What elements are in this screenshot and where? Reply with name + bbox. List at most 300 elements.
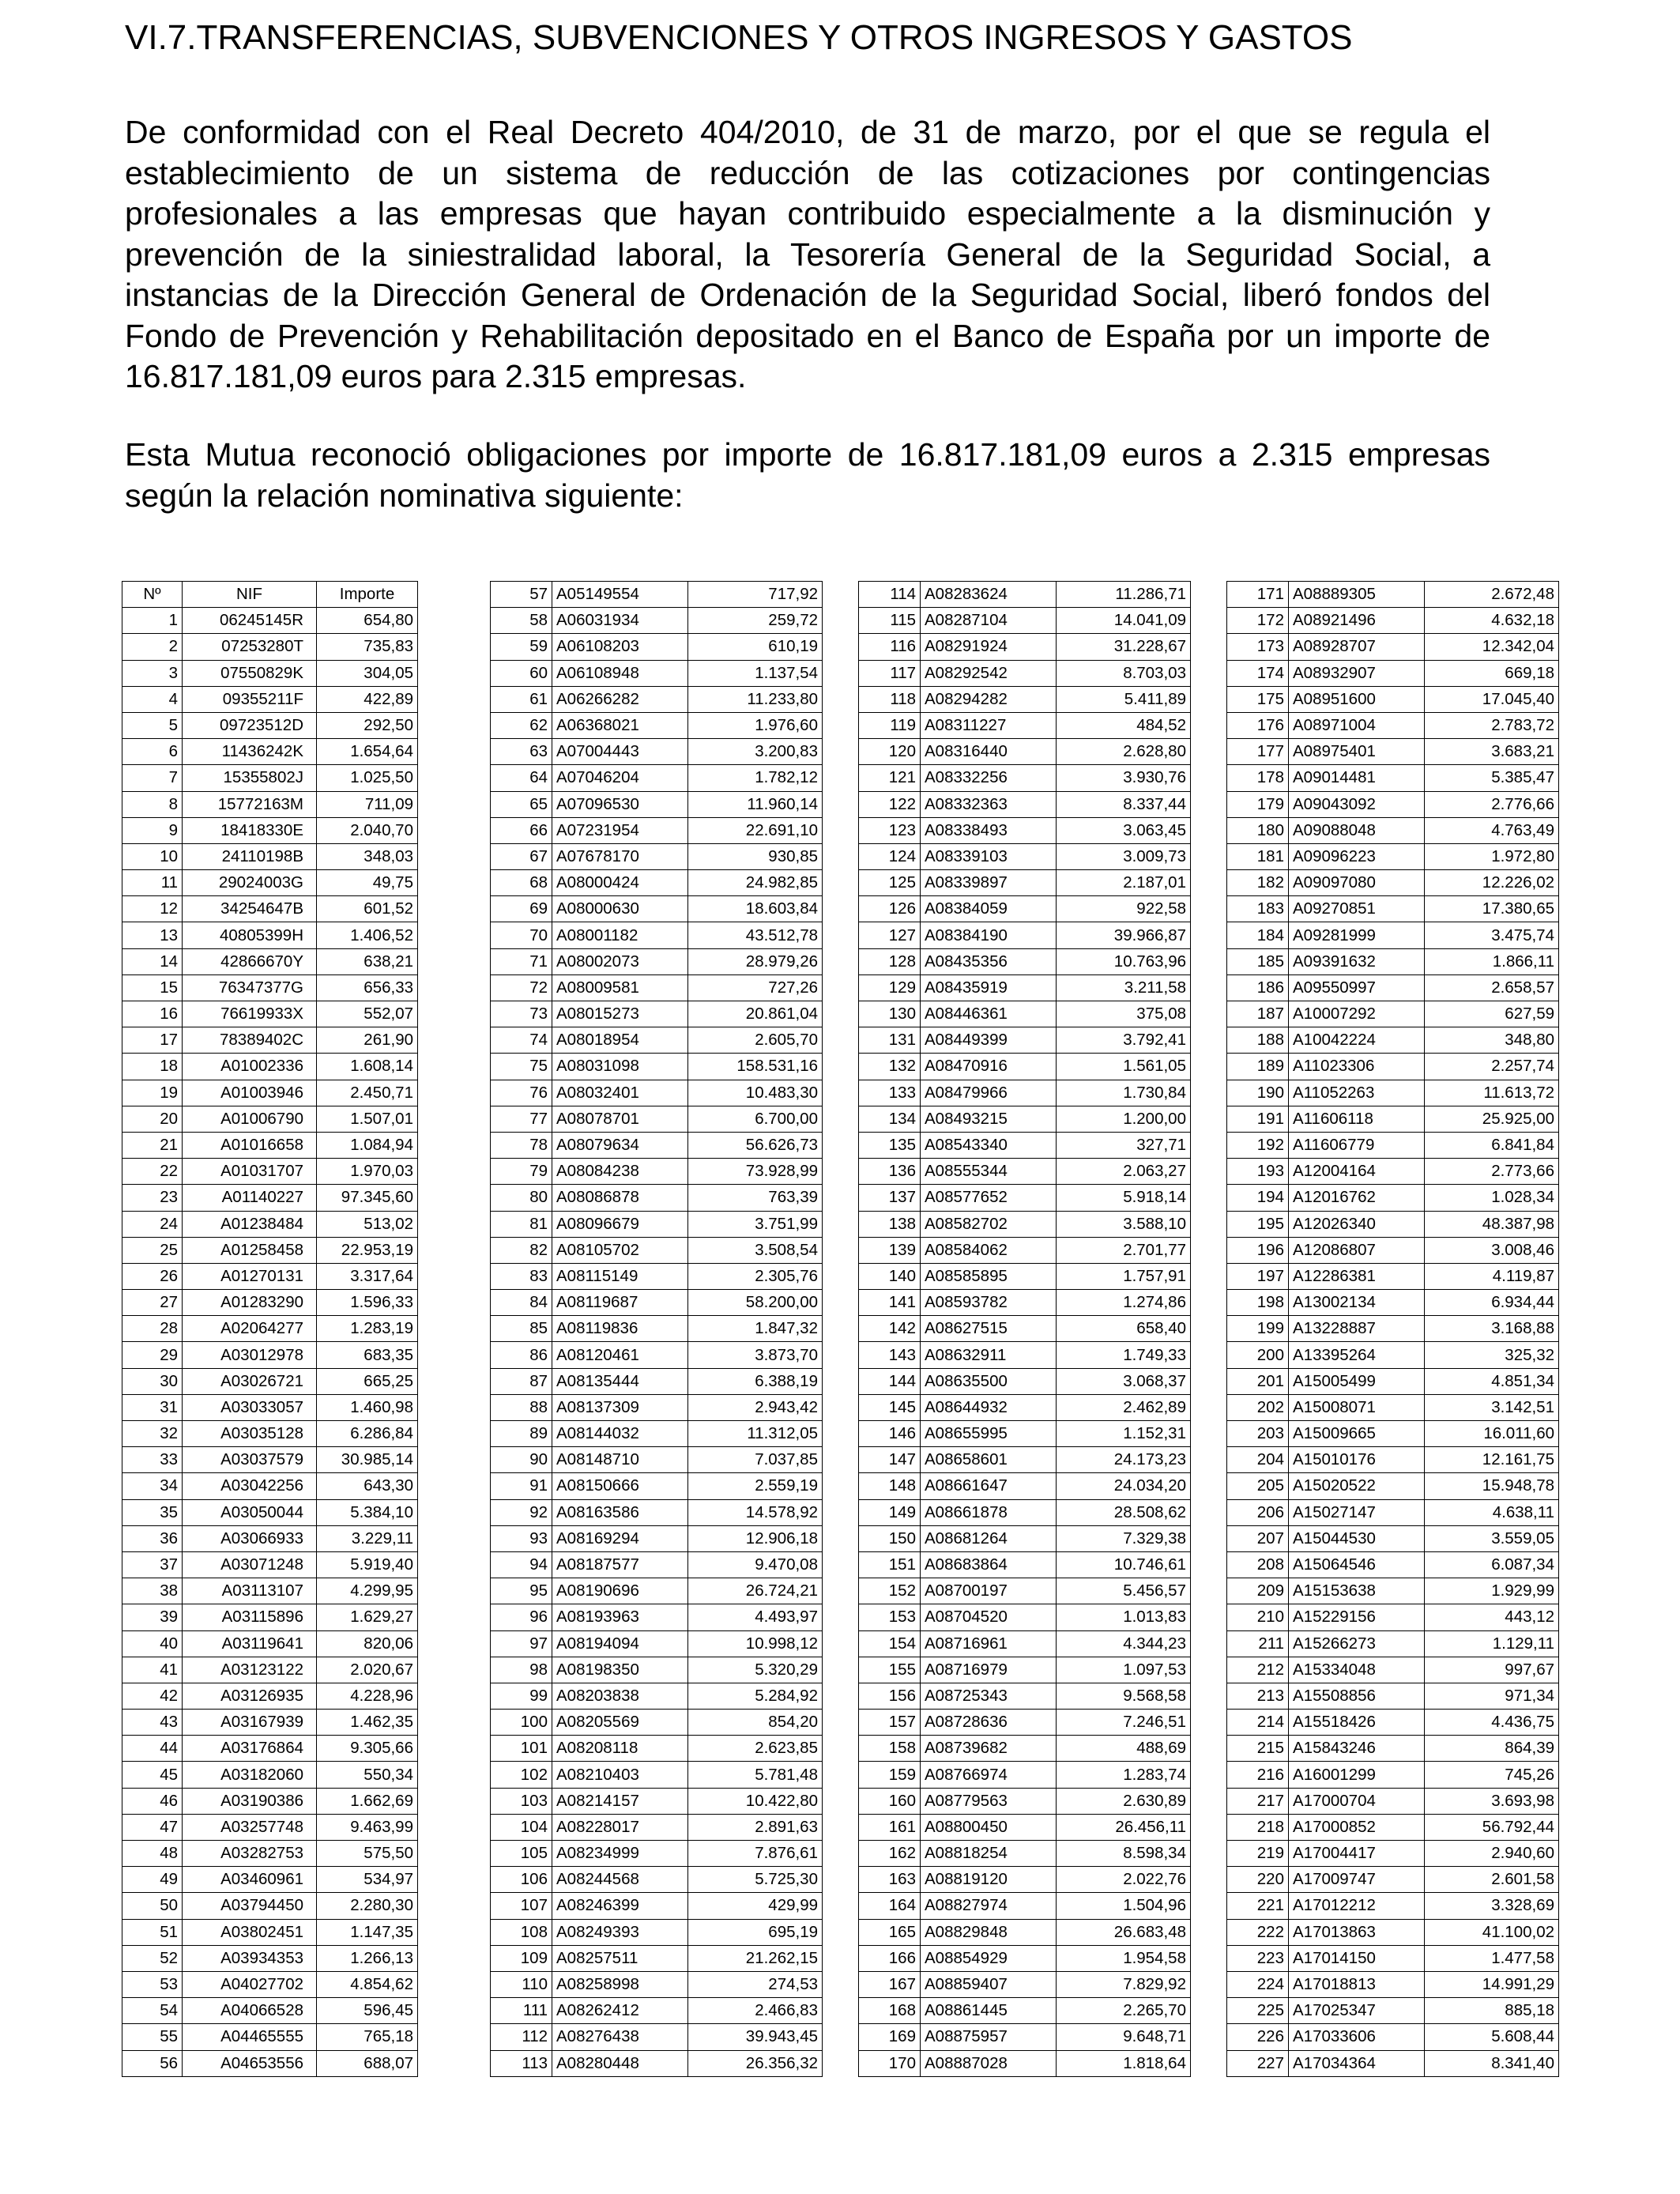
row-amount: 3.009,73 [1057,843,1191,869]
row-nif: A01258458 [183,1237,317,1263]
row-nif: A15334048 [1289,1657,1425,1683]
row-nif: A08716961 [921,1630,1057,1657]
row-nif: A04027702 [183,1971,317,1997]
row-nif: A08766974 [921,1762,1057,1788]
table-row [1227,1788,1559,1814]
row-nif: A08096679 [552,1211,688,1237]
row-nif: A08292542 [921,660,1057,686]
row-nif: A08115149 [552,1263,688,1289]
row-number: 211 [1227,1630,1289,1657]
table-row [491,1762,823,1788]
row-amount: 3.873,70 [688,1342,823,1368]
table-row [122,1971,418,1997]
row-number: 101 [491,1736,552,1762]
row-number: 100 [491,1710,552,1736]
row-amount: 2.450,71 [317,1080,418,1106]
row-number: 160 [859,1788,921,1814]
row-number: 147 [859,1447,921,1473]
table-row [859,974,1191,1001]
row-nif: A08294282 [921,686,1057,712]
row-number: 186 [1227,974,1289,1001]
row-number: 83 [491,1263,552,1289]
row-number: 84 [491,1290,552,1316]
row-nif: A08446361 [921,1001,1057,1027]
row-number: 221 [1227,1893,1289,1919]
table-row [122,843,418,869]
row-amount: 601,52 [317,896,418,922]
row-nif: A15008071 [1289,1394,1425,1420]
row-nif: A16001299 [1289,1762,1425,1788]
row-amount: 4.638,11 [1425,1499,1559,1525]
table-row [1227,582,1559,608]
row-amount: 1.129,11 [1425,1630,1559,1657]
row-amount: 4.493,97 [688,1604,823,1630]
row-number: 198 [1227,1290,1289,1316]
row-nif: A01283290 [183,1290,317,1316]
table-row [122,1368,418,1394]
row-number: 117 [859,660,921,686]
row-number: 132 [859,1054,921,1080]
row-nif: A08001182 [552,922,688,948]
row-nif: A08000630 [552,896,688,922]
row-amount: 2.265,70 [1057,1998,1191,2024]
row-number: 184 [1227,922,1289,948]
row-nif: 76619933X [183,1001,317,1027]
row-nif: A17014150 [1289,1945,1425,1971]
row-number: 164 [859,1893,921,1919]
row-number: 194 [1227,1185,1289,1211]
row-number: 25 [122,1237,183,1263]
row-number: 205 [1227,1473,1289,1499]
row-number: 27 [122,1290,183,1316]
table-row [491,1499,823,1525]
table-row [122,1788,418,1814]
row-nif: 15355802J [183,765,317,791]
row-number: 60 [491,660,552,686]
row-number: 165 [859,1919,921,1945]
row-number: 110 [491,1971,552,1997]
row-amount: 997,67 [1425,1657,1559,1683]
row-amount: 1.976,60 [688,712,823,738]
row-amount: 1.097,53 [1057,1657,1191,1683]
table-row [491,1657,823,1683]
table-row [859,634,1191,660]
row-nif: A09088048 [1289,817,1425,843]
row-number: 16 [122,1001,183,1027]
row-amount: 10.746,61 [1057,1551,1191,1578]
table-row [859,1473,1191,1499]
table-row [859,1132,1191,1158]
row-nif: A08257511 [552,1945,688,1971]
table-row [122,1657,418,1683]
row-amount: 1.504,96 [1057,1893,1191,1919]
row-nif: A09014481 [1289,765,1425,791]
row-nif: A08150666 [552,1473,688,1499]
row-number: 124 [859,843,921,869]
table-row [859,1342,1191,1368]
row-amount: 10.763,96 [1057,948,1191,974]
row-amount: 58.200,00 [688,1290,823,1316]
table-row [122,2050,418,2076]
table-row [1227,660,1559,686]
table-row [1227,1290,1559,1316]
row-nif: A13395264 [1289,1342,1425,1368]
table-row [1227,1998,1559,2024]
row-amount: 9.463,99 [317,1814,418,1840]
row-amount: 8.341,40 [1425,2050,1559,2076]
obligations-paragraph: Esta Mutua reconoció obligaciones por importe de 16.817.181,09 euros a 2.315 empresas según la relación nominativa siguiente: [125,436,1490,514]
table-row [1227,1054,1559,1080]
row-nif: A08148710 [552,1447,688,1473]
row-amount: 1.152,31 [1057,1421,1191,1447]
row-amount: 2.063,27 [1057,1159,1191,1185]
table-row [859,712,1191,738]
row-amount: 1.462,35 [317,1710,418,1736]
row-amount: 3.693,98 [1425,1788,1559,1814]
row-nif: A08287104 [921,608,1057,634]
row-amount: 12.161,75 [1425,1447,1559,1473]
table-row [1227,1447,1559,1473]
row-number: 227 [1227,2050,1289,2076]
row-amount: 5.781,48 [688,1762,823,1788]
table-row [491,712,823,738]
table-row [1227,712,1559,738]
table-row [859,1788,1191,1814]
row-number: 195 [1227,1211,1289,1237]
row-number: 2 [122,634,183,660]
row-amount: 4.632,18 [1425,608,1559,634]
row-amount: 5.608,44 [1425,2024,1559,2050]
row-number: 116 [859,634,921,660]
table-row [122,608,418,634]
table-row [859,608,1191,634]
row-amount: 1.025,50 [317,765,418,791]
row-amount: 2.466,83 [688,1998,823,2024]
row-number: 49 [122,1867,183,1893]
row-number: 125 [859,870,921,896]
row-amount: 30.985,14 [317,1447,418,1473]
row-nif: A09550997 [1289,974,1425,1001]
row-nif: A08683864 [921,1551,1057,1578]
table-row [859,1054,1191,1080]
table-row [122,870,418,896]
table-row [1227,1683,1559,1709]
row-amount: 1.970,03 [317,1159,418,1185]
row-amount: 1.460,98 [317,1394,418,1420]
row-nif: A08725343 [921,1683,1057,1709]
row-nif: A08627515 [921,1316,1057,1342]
table-row [491,582,823,608]
row-amount: 3.475,74 [1425,922,1559,948]
row-nif: A15229156 [1289,1604,1425,1630]
row-amount: 1.757,91 [1057,1263,1191,1289]
row-amount: 654,80 [317,608,418,634]
row-amount: 1.866,11 [1425,948,1559,974]
row-amount: 1.929,99 [1425,1578,1559,1604]
row-nif: A08086878 [552,1185,688,1211]
row-nif: A03050044 [183,1499,317,1525]
row-number: 103 [491,1788,552,1814]
row-nif: A09097080 [1289,870,1425,896]
row-nif: A17000704 [1289,1788,1425,1814]
row-number: 126 [859,896,921,922]
row-amount: 513,02 [317,1211,418,1237]
row-amount: 1.147,35 [317,1919,418,1945]
row-number: 58 [491,608,552,634]
row-nif: A01270131 [183,1263,317,1289]
row-number: 218 [1227,1814,1289,1840]
table-row [122,1683,418,1709]
row-number: 134 [859,1106,921,1132]
row-amount: 627,59 [1425,1001,1559,1027]
row-amount: 885,18 [1425,1998,1559,2024]
row-amount: 3.200,83 [688,739,823,765]
row-nif: A08779563 [921,1788,1057,1814]
row-number: 213 [1227,1683,1289,1709]
row-nif: A03071248 [183,1551,317,1578]
row-number: 144 [859,1368,921,1394]
row-number: 62 [491,712,552,738]
row-amount: 259,72 [688,608,823,634]
row-number: 190 [1227,1080,1289,1106]
row-amount: 971,34 [1425,1683,1559,1709]
row-number: 149 [859,1499,921,1525]
row-number: 91 [491,1473,552,1499]
row-number: 183 [1227,896,1289,922]
row-nif: A08105702 [552,1237,688,1263]
row-amount: 4.851,34 [1425,1368,1559,1394]
row-nif: A08009581 [552,974,688,1001]
table-row [1227,608,1559,634]
row-number: 155 [859,1657,921,1683]
row-nif: A04465555 [183,2024,317,2050]
row-number: 9 [122,817,183,843]
row-amount: 669,18 [1425,660,1559,686]
row-nif: A08971004 [1289,712,1425,738]
row-nif: A05149554 [552,582,688,608]
row-number: 187 [1227,1001,1289,1027]
row-amount: 2.672,48 [1425,582,1559,608]
row-nif: A06266282 [552,686,688,712]
row-nif: A08120461 [552,1342,688,1368]
row-amount: 8.337,44 [1057,791,1191,817]
table-row [122,1945,418,1971]
table-row [491,1290,823,1316]
table-row [491,1998,823,2024]
row-nif: A08921496 [1289,608,1425,634]
row-nif: A08384190 [921,922,1057,948]
row-amount: 1.200,00 [1057,1106,1191,1132]
table-row [1227,1211,1559,1237]
row-amount: 2.701,77 [1057,1237,1191,1263]
row-nif: A11052263 [1289,1080,1425,1106]
table-row [1227,1762,1559,1788]
row-nif: A08015273 [552,1001,688,1027]
row-nif: A08555344 [921,1159,1057,1185]
row-number: 5 [122,712,183,738]
row-amount: 3.588,10 [1057,1211,1191,1237]
row-number: 43 [122,1710,183,1736]
row-nif: A08137309 [552,1394,688,1420]
row-amount: 1.406,52 [317,922,418,948]
table-row [859,660,1191,686]
row-nif: A03802451 [183,1919,317,1945]
row-number: 10 [122,843,183,869]
row-nif: A08470916 [921,1054,1057,1080]
row-nif: A08163586 [552,1499,688,1525]
table-row [491,1106,823,1132]
table-row [1227,1316,1559,1342]
row-amount: 48.387,98 [1425,1211,1559,1237]
row-nif: A09391632 [1289,948,1425,974]
table-row [859,1080,1191,1106]
row-nif: A03119641 [183,1630,317,1657]
table-row [491,1841,823,1867]
row-nif: A08861445 [921,1998,1057,2024]
row-number: 8 [122,791,183,817]
row-nif: A03012978 [183,1342,317,1368]
row-number: 61 [491,686,552,712]
row-amount: 4.854,62 [317,1971,418,1997]
table-row [859,817,1191,843]
row-amount: 575,50 [317,1841,418,1867]
table-row [491,817,823,843]
row-nif: A15010176 [1289,1447,1425,1473]
row-number: 39 [122,1604,183,1630]
row-number: 71 [491,948,552,974]
row-amount: 820,06 [317,1630,418,1657]
row-number: 35 [122,1499,183,1525]
row-nif: 29024003G [183,870,317,896]
row-nif: A08829848 [921,1919,1057,1945]
row-number: 136 [859,1159,921,1185]
table-row [491,1001,823,1027]
row-number: 73 [491,1001,552,1027]
row-number: 209 [1227,1578,1289,1604]
row-amount: 484,52 [1057,712,1191,738]
row-number: 32 [122,1421,183,1447]
row-amount: 6.700,00 [688,1106,823,1132]
row-nif: A08658601 [921,1447,1057,1473]
row-amount: 5.284,92 [688,1683,823,1709]
row-amount: 6.934,44 [1425,1290,1559,1316]
table-row [122,1525,418,1551]
table-row [122,1551,418,1578]
row-number: 41 [122,1657,183,1683]
table-row [491,765,823,791]
table-row [859,686,1191,712]
row-nif: A09281999 [1289,922,1425,948]
table-row [859,791,1191,817]
table-row [122,660,418,686]
row-number: 212 [1227,1657,1289,1683]
row-number: 20 [122,1106,183,1132]
row-amount: 2.280,30 [317,1893,418,1919]
table-row [859,1998,1191,2024]
table-row [1227,1132,1559,1158]
row-nif: A17034364 [1289,2050,1425,2076]
row-amount: 1.084,94 [317,1132,418,1158]
row-nif: A08661647 [921,1473,1057,1499]
row-nif: A17004417 [1289,1841,1425,1867]
row-number: 139 [859,1237,921,1263]
row-number: 224 [1227,1971,1289,1997]
row-nif: A08728636 [921,1710,1057,1736]
row-nif: A03934353 [183,1945,317,1971]
table-row [859,1263,1191,1289]
row-amount: 1.847,32 [688,1316,823,1342]
row-nif: A10007292 [1289,1001,1425,1027]
table-row [122,1316,418,1342]
row-amount: 28.979,26 [688,948,823,974]
row-number: 54 [122,1998,183,2024]
row-amount: 2.462,89 [1057,1394,1191,1420]
row-number: 14 [122,948,183,974]
table-row [859,870,1191,896]
table-row [491,1971,823,1997]
row-number: 223 [1227,1945,1289,1971]
row-amount: 2.658,57 [1425,974,1559,1001]
row-number: 40 [122,1630,183,1657]
row-nif: A08194094 [552,1630,688,1657]
row-nif: A03035128 [183,1421,317,1447]
row-number: 208 [1227,1551,1289,1578]
row-number: 143 [859,1342,921,1368]
row-number: 135 [859,1132,921,1158]
row-nif: A01016658 [183,1132,317,1158]
table-row [1227,686,1559,712]
row-number: 102 [491,1762,552,1788]
row-nif: A11606779 [1289,1132,1425,1158]
row-amount: 12.906,18 [688,1525,823,1551]
table-row [491,1421,823,1447]
row-number: 90 [491,1447,552,1473]
row-amount: 429,99 [688,1893,823,1919]
table-row [491,1447,823,1473]
table-row [859,1971,1191,1997]
row-amount: 2.940,60 [1425,1841,1559,1867]
company-table-2 [490,581,823,2077]
row-amount: 11.233,80 [688,686,823,712]
row-nif: A08332363 [921,791,1057,817]
row-nif: A08234999 [552,1841,688,1867]
row-nif: A08032401 [552,1080,688,1106]
table-row [859,1630,1191,1657]
table-row [122,1447,418,1473]
row-amount: 5.385,47 [1425,765,1559,791]
table-row [1227,791,1559,817]
row-amount: 3.142,51 [1425,1394,1559,1420]
row-amount: 3.008,46 [1425,1237,1559,1263]
row-amount: 656,33 [317,974,418,1001]
table-row [122,1185,418,1211]
row-number: 157 [859,1710,921,1736]
row-nif: A17033606 [1289,2024,1425,2050]
row-number: 36 [122,1525,183,1551]
row-number: 203 [1227,1421,1289,1447]
row-nif: A07096530 [552,791,688,817]
section-heading: VI.7.TRANSFERENCIAS, SUBVENCIONES Y OTROS INGRESOS Y GASTOS [125,18,1353,57]
row-number: 107 [491,1893,552,1919]
row-amount: 665,25 [317,1368,418,1394]
row-number: 201 [1227,1368,1289,1394]
row-number: 220 [1227,1867,1289,1893]
row-number: 114 [859,582,921,608]
table-row [859,1945,1191,1971]
row-nif: 07253280T [183,634,317,660]
table-row [859,1919,1191,1945]
table-row [491,1945,823,1971]
